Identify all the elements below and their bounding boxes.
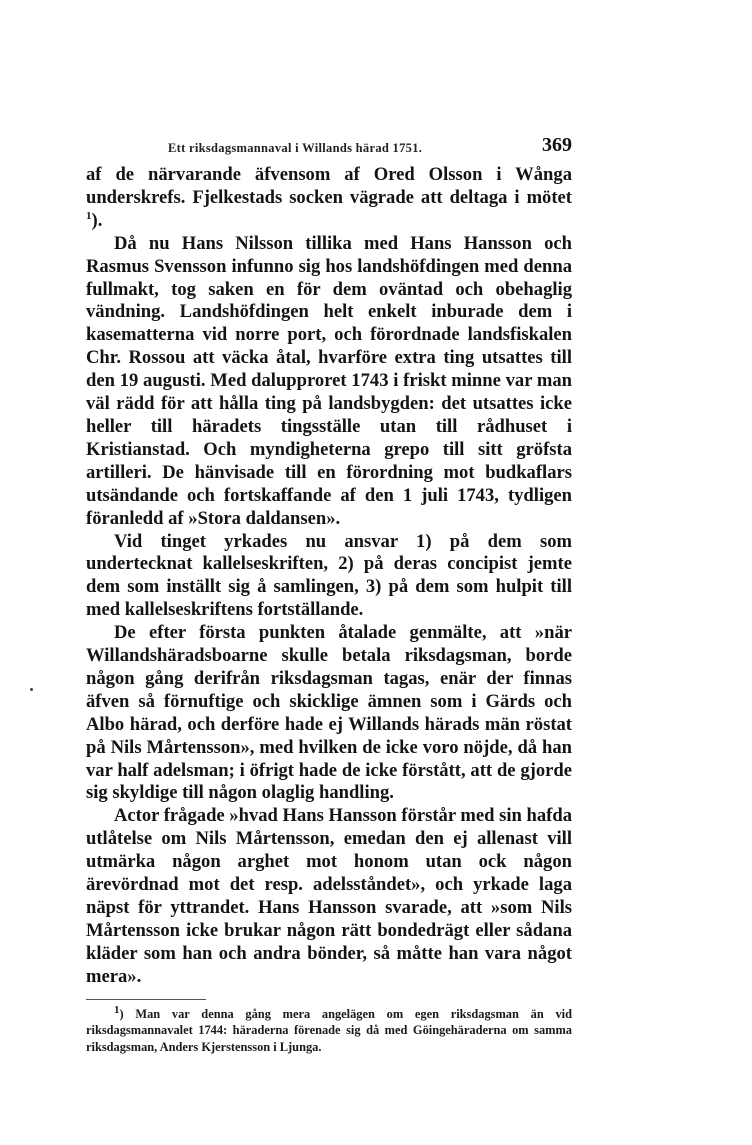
paragraph-5: Actor frågade »hvad Hans Hansson förstår med sin hafda utlåtelse om Nils Mårtensson, emedan den ej allenast vill utmärka någon arghet mot honom utan ock någon ärevördnad mot det resp. adelsståndet», och yrkade laga näpst för yttrandet. Hans Hansson svarade, att »som Nils Mårtensson icke brukar någon rätt bondedrägt eller sådana kläder som han och andra bönder, så måtte han vara något mera». — [86, 805, 572, 987]
paragraph-1-text: af de närvarande äfvensom af Ored Olsson i Wånga underskrefs. Fjelkestads socken vägrade att deltaga i mötet — [86, 164, 572, 208]
paragraph-3: Vid tinget yrkades nu ansvar 1) på dem som undertecknat kallelseskriften, 2) på deras concipist jemte dem som inställt sig å samlingen, 3) på dem som hulpit till med kallelseskriftens fortställande. — [86, 530, 572, 621]
page-number: 369 — [542, 134, 572, 156]
stray-mark — [30, 688, 33, 691]
footnote-reference: 1 — [86, 209, 92, 222]
running-head — [86, 130, 572, 164]
footnote-rule — [86, 999, 206, 1000]
paragraph-1 — [86, 164, 572, 233]
paragraph-4: De efter första punkten åtalade genmälte, att »när Willandshäradsboarne skulle betala riksdagsman, borde någon gång derifrån riksdagsman tagas, enär der finnas äfven så förnuftige och skicklige ämnen som i Gärds och Albo härad, och derföre hade ej Willands härads män röstat på Nils Mårtensson», med hvilken de icke voro nöjde, då han var half adelsman; i öfrigt hade de icke förstått, att de gjorde sig skyldige till någon olaglig handling. — [86, 622, 572, 804]
footnote — [86, 1003, 572, 1056]
paragraph-2: Då nu Hans Nilsson tillika med Hans Hansson och Rasmus Svensson infunno sig hos landshöfdingen med denna fullmakt, tog saken en för dem oväntad och obehaglig vändning. Landshöfdingen helt enkelt inburade dem i kasematterna vid norre port, och förordnade landsfiskalen Chr. Rossou att väcka åtal, hvarföre extra ting utsattes till den 19 augusti. Med dalupproret 1743 i friskt minne var man väl rädd för att hålla ting på landsbygden: det utsattes icke heller till häradets tingsställe utan till rådhuset i Kristianstad. Och myndigheterna grepo till sitt gröfsta artilleri. De hänvisade till en förordning mot budkaflars utsändande och fortskaffande af den 1 juli 1743, tydligen föranledd af »Stora daldansen». — [86, 232, 572, 529]
book-page — [86, 130, 572, 1055]
running-title: Ett riksdagsmannaval i Willands härad 1751. — [168, 141, 423, 155]
footnote-marker: 1 — [114, 1003, 120, 1016]
footnote-text: ) Man var denna gång mera angelägen om egen riksdagsman än vid riksdagsmannavalet 1744: häraderna förenade sig då med Göingehäraderna om samma riksdagsman, Anders Kjerstensson i Ljunga. — [86, 1006, 572, 1054]
body-text — [86, 164, 572, 989]
paragraph-1-end: ). — [91, 209, 103, 231]
